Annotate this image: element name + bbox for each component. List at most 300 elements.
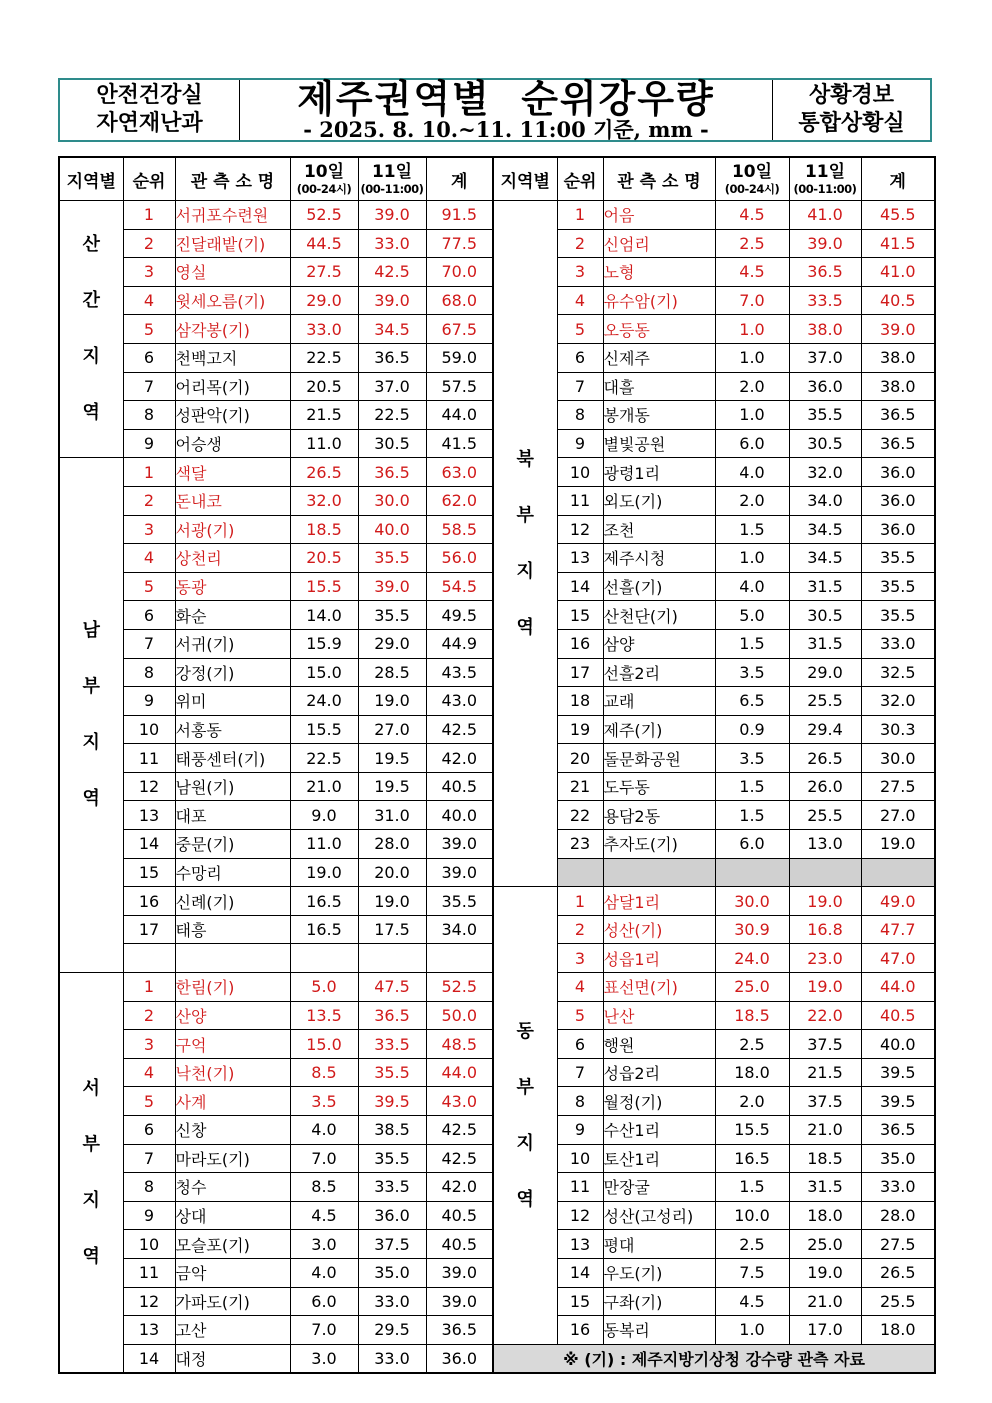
station-name: 만장굴 bbox=[603, 1173, 715, 1202]
rank-cell: 13 bbox=[123, 1316, 175, 1345]
table-row bbox=[493, 258, 935, 287]
day1-rainfall: 15.5 bbox=[290, 572, 358, 601]
table-row bbox=[59, 715, 493, 744]
day2-rainfall: 33.5 bbox=[358, 1173, 426, 1202]
day2-rainfall: 39.0 bbox=[358, 201, 426, 230]
day1-rainfall: 2.5 bbox=[715, 1030, 789, 1059]
rank-cell: 6 bbox=[123, 601, 175, 630]
day2-rainfall: 17.0 bbox=[789, 1316, 861, 1345]
day1-rainfall: 1.5 bbox=[715, 1173, 789, 1202]
day2-rainfall: 33.0 bbox=[358, 229, 426, 258]
total-rainfall: 42.0 bbox=[426, 744, 493, 773]
station-name: 모슬포(기) bbox=[175, 1230, 290, 1259]
total-rainfall: 43.5 bbox=[426, 658, 493, 687]
station-name: 위미 bbox=[175, 687, 290, 716]
empty-row bbox=[493, 858, 935, 887]
region-label bbox=[493, 201, 557, 887]
rank-cell: 5 bbox=[123, 315, 175, 344]
day2-rainfall: 31.5 bbox=[789, 629, 861, 658]
rank-cell: 2 bbox=[557, 915, 603, 944]
day2-rainfall: 35.5 bbox=[358, 601, 426, 630]
table-row bbox=[59, 801, 493, 830]
day1-rainfall: 7.0 bbox=[290, 1316, 358, 1345]
rank-cell: 4 bbox=[557, 286, 603, 315]
station-name: 윗세오름(기) bbox=[175, 286, 290, 315]
page-subtitle: - 2025. 8. 10.~11. 11:00 기준, mm - bbox=[303, 117, 709, 142]
table-row bbox=[493, 915, 935, 944]
total-rainfall: 30.3 bbox=[861, 715, 935, 744]
day2-rainfall: 30.0 bbox=[358, 486, 426, 515]
footnote: ※ (기) : 제주지방기상청 강수량 관측 자료 bbox=[493, 1344, 935, 1373]
day1-rainfall: 2.0 bbox=[715, 372, 789, 401]
left-rainfall-table bbox=[58, 156, 494, 1374]
total-rainfall: 70.0 bbox=[426, 258, 493, 287]
table-row bbox=[493, 1030, 935, 1059]
total-rainfall: 35.0 bbox=[861, 1144, 935, 1173]
day1-rainfall: 6.0 bbox=[290, 1287, 358, 1316]
rank-cell: 10 bbox=[557, 458, 603, 487]
day1-rainfall: 21.0 bbox=[290, 772, 358, 801]
rank-cell: 4 bbox=[557, 973, 603, 1002]
rank-cell: 7 bbox=[123, 629, 175, 658]
rank-cell: 21 bbox=[557, 772, 603, 801]
table-row bbox=[59, 458, 493, 487]
total-rainfall: 40.0 bbox=[426, 801, 493, 830]
day1-rainfall: 6.5 bbox=[715, 687, 789, 716]
day1-rainfall: 15.5 bbox=[715, 1116, 789, 1145]
total-rainfall: 39.5 bbox=[861, 1058, 935, 1087]
rainfall-tables bbox=[58, 156, 934, 1382]
day1-rainfall: 7.5 bbox=[715, 1258, 789, 1287]
rank-cell: 10 bbox=[123, 715, 175, 744]
table-row bbox=[493, 1316, 935, 1345]
total-rainfall: 47.7 bbox=[861, 915, 935, 944]
total-rainfall: 57.5 bbox=[426, 372, 493, 401]
empty-row bbox=[59, 944, 493, 973]
station-name: 서광(기) bbox=[175, 515, 290, 544]
day1-rainfall: 19.0 bbox=[290, 858, 358, 887]
rank-cell: 3 bbox=[123, 515, 175, 544]
rank-cell: 3 bbox=[557, 944, 603, 973]
table-row bbox=[59, 601, 493, 630]
total-rainfall: 40.5 bbox=[426, 1230, 493, 1259]
station-name: 우도(기) bbox=[603, 1258, 715, 1287]
region-char: 지 bbox=[516, 560, 534, 582]
station-name: 산양 bbox=[175, 1001, 290, 1030]
day2-rainfall: 33.0 bbox=[358, 1287, 426, 1316]
rank-cell: 23 bbox=[557, 830, 603, 859]
day1-rainfall: 30.0 bbox=[715, 887, 789, 916]
rank-cell: 22 bbox=[557, 801, 603, 830]
station-name: 사계 bbox=[175, 1087, 290, 1116]
table-row bbox=[59, 1230, 493, 1259]
total-rainfall: 32.0 bbox=[861, 687, 935, 716]
station-name: 중문(기) bbox=[175, 830, 290, 859]
rank-cell: 13 bbox=[557, 544, 603, 573]
rank-cell: 8 bbox=[123, 1173, 175, 1202]
day1-rainfall: 1.0 bbox=[715, 1316, 789, 1345]
day1-rainfall: 1.0 bbox=[715, 401, 789, 430]
total-rainfall: 68.0 bbox=[426, 286, 493, 315]
rank-cell: 2 bbox=[557, 229, 603, 258]
day2-rainfall: 36.5 bbox=[358, 458, 426, 487]
rank-cell: 8 bbox=[557, 1087, 603, 1116]
day1-rainfall: 3.0 bbox=[290, 1230, 358, 1259]
total-rainfall: 40.5 bbox=[861, 1001, 935, 1030]
col-day1: 10일 (00-24시) bbox=[290, 157, 358, 201]
total-rainfall: 27.0 bbox=[861, 801, 935, 830]
day2-rainfall: 35.5 bbox=[358, 1058, 426, 1087]
total-rainfall: 50.0 bbox=[426, 1001, 493, 1030]
rank-cell: 11 bbox=[557, 486, 603, 515]
station-name: 마라도(기) bbox=[175, 1144, 290, 1173]
table-row bbox=[493, 772, 935, 801]
table-row bbox=[493, 201, 935, 230]
table-row bbox=[59, 915, 493, 944]
day1-rainfall: 1.0 bbox=[715, 544, 789, 573]
day2-rainfall: 29.0 bbox=[789, 658, 861, 687]
day2-rainfall: 29.5 bbox=[358, 1316, 426, 1345]
table-row bbox=[59, 429, 493, 458]
day2-rainfall: 21.0 bbox=[789, 1116, 861, 1145]
table-row bbox=[493, 401, 935, 430]
day2-rainfall: 22.5 bbox=[358, 401, 426, 430]
day1-rainfall: 21.5 bbox=[290, 401, 358, 430]
table-row bbox=[59, 1144, 493, 1173]
rank-cell: 14 bbox=[557, 572, 603, 601]
day2-rainfall: 30.5 bbox=[789, 601, 861, 630]
table-row bbox=[493, 1230, 935, 1259]
total-rainfall: 58.5 bbox=[426, 515, 493, 544]
table-row bbox=[493, 658, 935, 687]
total-rainfall: 36.5 bbox=[861, 1116, 935, 1145]
station-name: 용담2동 bbox=[603, 801, 715, 830]
day2-rainfall: 26.0 bbox=[789, 772, 861, 801]
station-name: 돌문화공원 bbox=[603, 744, 715, 773]
day2-rainfall: 47.5 bbox=[358, 973, 426, 1002]
station-name: 금악 bbox=[175, 1258, 290, 1287]
region-char: 부 bbox=[82, 676, 100, 698]
total-rainfall: 44.0 bbox=[861, 973, 935, 1002]
day1-rainfall: 1.5 bbox=[715, 515, 789, 544]
rank-cell: 19 bbox=[557, 715, 603, 744]
table-row bbox=[493, 315, 935, 344]
rank-cell: 6 bbox=[123, 1116, 175, 1145]
station-name: 교래 bbox=[603, 687, 715, 716]
day2-rainfall: 35.0 bbox=[358, 1258, 426, 1287]
rank-cell: 5 bbox=[557, 1001, 603, 1030]
rank-cell: 2 bbox=[123, 486, 175, 515]
total-rainfall: 27.5 bbox=[861, 772, 935, 801]
day2-rainfall: 26.5 bbox=[789, 744, 861, 773]
table-row bbox=[493, 1001, 935, 1030]
day1-rainfall: 20.5 bbox=[290, 544, 358, 573]
total-rainfall: 39.0 bbox=[426, 1287, 493, 1316]
day1-rainfall: 32.0 bbox=[290, 486, 358, 515]
total-rainfall: 39.0 bbox=[426, 1258, 493, 1287]
day2-rainfall: 34.0 bbox=[789, 486, 861, 515]
day2-rainfall: 19.0 bbox=[789, 973, 861, 1002]
station-name: 추자도(기) bbox=[603, 830, 715, 859]
region-char: 지 bbox=[516, 1132, 534, 1154]
rank-cell: 5 bbox=[557, 315, 603, 344]
day2-rainfall: 19.5 bbox=[358, 744, 426, 773]
table-row bbox=[493, 629, 935, 658]
table-row bbox=[493, 1287, 935, 1316]
table-row bbox=[493, 1087, 935, 1116]
total-rainfall: 36.5 bbox=[426, 1316, 493, 1345]
day1-rainfall: 44.5 bbox=[290, 229, 358, 258]
rank-cell: 13 bbox=[123, 801, 175, 830]
table-row bbox=[493, 1258, 935, 1287]
station-name: 외도(기) bbox=[603, 486, 715, 515]
rank-cell: 1 bbox=[123, 458, 175, 487]
day1-rainfall: 29.0 bbox=[290, 286, 358, 315]
day1-rainfall: 15.5 bbox=[290, 715, 358, 744]
day2-rainfall: 36.5 bbox=[789, 258, 861, 287]
table-row bbox=[59, 515, 493, 544]
day1-rainfall: 5.0 bbox=[715, 601, 789, 630]
table-row bbox=[493, 1201, 935, 1230]
rank-cell: 14 bbox=[557, 1258, 603, 1287]
station-name: 낙천(기) bbox=[175, 1058, 290, 1087]
day1-rainfall: 24.0 bbox=[290, 687, 358, 716]
rank-cell: 15 bbox=[557, 1287, 603, 1316]
rank-cell: 15 bbox=[557, 601, 603, 630]
station-name: 도두동 bbox=[603, 772, 715, 801]
title-block bbox=[240, 77, 772, 142]
total-rainfall: 26.5 bbox=[861, 1258, 935, 1287]
total-rainfall: 49.0 bbox=[861, 887, 935, 916]
day1-rainfall: 22.5 bbox=[290, 343, 358, 372]
station-name: 신엄리 bbox=[603, 229, 715, 258]
day2-rainfall: 35.5 bbox=[789, 401, 861, 430]
empty-cell bbox=[603, 858, 715, 887]
table-row bbox=[59, 486, 493, 515]
total-rainfall: 39.0 bbox=[861, 315, 935, 344]
total-rainfall: 42.5 bbox=[426, 715, 493, 744]
day2-rainfall: 19.0 bbox=[358, 687, 426, 716]
day1-rainfall: 13.5 bbox=[290, 1001, 358, 1030]
rank-cell: 13 bbox=[557, 1230, 603, 1259]
station-name: 성읍2리 bbox=[603, 1058, 715, 1087]
station-name: 유수암(기) bbox=[603, 286, 715, 315]
station-name: 선흘(기) bbox=[603, 572, 715, 601]
region-char: 동 bbox=[516, 1020, 534, 1042]
rank-cell: 12 bbox=[123, 1287, 175, 1316]
day1-rainfall: 11.0 bbox=[290, 830, 358, 859]
station-name: 대정 bbox=[175, 1344, 290, 1373]
day1-rainfall: 27.5 bbox=[290, 258, 358, 287]
rank-cell: 11 bbox=[123, 1258, 175, 1287]
station-name: 상천리 bbox=[175, 544, 290, 573]
station-name: 성읍1리 bbox=[603, 944, 715, 973]
region-label bbox=[59, 973, 123, 1374]
station-name: 구억 bbox=[175, 1030, 290, 1059]
day2-rainfall: 35.5 bbox=[358, 544, 426, 573]
day1-rainfall: 16.5 bbox=[290, 887, 358, 916]
rank-cell: 3 bbox=[557, 258, 603, 287]
total-rainfall: 42.0 bbox=[426, 1173, 493, 1202]
table-row bbox=[493, 486, 935, 515]
rank-cell: 6 bbox=[123, 343, 175, 372]
station-name: 진달래밭(기) bbox=[175, 229, 290, 258]
station-name: 토산1리 bbox=[603, 1144, 715, 1173]
table-row bbox=[59, 258, 493, 287]
day2-rainfall: 19.0 bbox=[789, 1258, 861, 1287]
day2-rainfall: 37.5 bbox=[789, 1087, 861, 1116]
day1-rainfall: 9.0 bbox=[290, 801, 358, 830]
table-row bbox=[493, 229, 935, 258]
total-rainfall: 44.0 bbox=[426, 401, 493, 430]
station-name: 난산 bbox=[603, 1001, 715, 1030]
station-name: 수산1리 bbox=[603, 1116, 715, 1145]
rank-cell: 7 bbox=[557, 372, 603, 401]
day1-rainfall: 6.0 bbox=[715, 830, 789, 859]
station-name: 한림(기) bbox=[175, 973, 290, 1002]
table-row bbox=[493, 715, 935, 744]
day2-rainfall: 37.5 bbox=[358, 1230, 426, 1259]
day1-rainfall: 15.9 bbox=[290, 629, 358, 658]
day2-rainfall: 33.0 bbox=[358, 1344, 426, 1373]
table-row bbox=[493, 429, 935, 458]
station-name: 선흘2리 bbox=[603, 658, 715, 687]
day1-rainfall: 30.9 bbox=[715, 915, 789, 944]
station-name: 고산 bbox=[175, 1316, 290, 1345]
station-name: 수망리 bbox=[175, 858, 290, 887]
total-rainfall: 41.5 bbox=[861, 229, 935, 258]
day2-rainfall: 36.5 bbox=[358, 1001, 426, 1030]
day2-rainfall: 42.5 bbox=[358, 258, 426, 287]
total-rainfall: 43.0 bbox=[426, 1087, 493, 1116]
day2-rainfall: 19.5 bbox=[358, 772, 426, 801]
table-row bbox=[59, 1116, 493, 1145]
day2-rainfall: 25.5 bbox=[789, 687, 861, 716]
table-row bbox=[493, 458, 935, 487]
day1-rainfall: 1.0 bbox=[715, 343, 789, 372]
total-rainfall: 18.0 bbox=[861, 1316, 935, 1345]
total-rainfall: 28.0 bbox=[861, 1201, 935, 1230]
total-rainfall: 30.0 bbox=[861, 744, 935, 773]
day2-rainfall: 19.0 bbox=[358, 887, 426, 916]
station-name: 어음 bbox=[603, 201, 715, 230]
table-row bbox=[59, 1058, 493, 1087]
station-name: 색달 bbox=[175, 458, 290, 487]
rank-cell: 15 bbox=[123, 858, 175, 887]
day1-rainfall: 8.5 bbox=[290, 1173, 358, 1202]
rank-cell: 12 bbox=[123, 772, 175, 801]
total-rainfall: 25.5 bbox=[861, 1287, 935, 1316]
rank-cell: 12 bbox=[557, 1201, 603, 1230]
region-char: 서 bbox=[82, 1077, 100, 1099]
station-name: 광령1리 bbox=[603, 458, 715, 487]
table-row bbox=[59, 1087, 493, 1116]
day1-rainfall: 18.5 bbox=[715, 1001, 789, 1030]
station-name: 어리목(기) bbox=[175, 372, 290, 401]
day1-rainfall: 2.5 bbox=[715, 1230, 789, 1259]
day2-rainfall: 33.5 bbox=[789, 286, 861, 315]
region-char: 간 bbox=[82, 290, 100, 312]
total-rainfall: 39.0 bbox=[426, 830, 493, 859]
day2-rainfall: 22.0 bbox=[789, 1001, 861, 1030]
day2-rainfall: 25.0 bbox=[789, 1230, 861, 1259]
table-row bbox=[493, 572, 935, 601]
day2-rainfall: 29.4 bbox=[789, 715, 861, 744]
day2-rainfall: 39.0 bbox=[358, 286, 426, 315]
rank-cell: 8 bbox=[123, 658, 175, 687]
rank-cell: 9 bbox=[123, 1201, 175, 1230]
table-row bbox=[493, 830, 935, 859]
table-row bbox=[59, 286, 493, 315]
table-row bbox=[493, 343, 935, 372]
day1-rainfall: 6.0 bbox=[715, 429, 789, 458]
day1-rainfall: 0.9 bbox=[715, 715, 789, 744]
total-rainfall: 36.0 bbox=[861, 515, 935, 544]
table-row bbox=[59, 544, 493, 573]
station-name: 청수 bbox=[175, 1173, 290, 1202]
rank-cell: 10 bbox=[123, 1230, 175, 1259]
office-label bbox=[772, 80, 930, 140]
footnote-row bbox=[493, 1344, 935, 1373]
day1-rainfall: 16.5 bbox=[290, 915, 358, 944]
col-region: 지역별 bbox=[59, 157, 123, 201]
table-row bbox=[493, 1058, 935, 1087]
total-rainfall: 47.0 bbox=[861, 944, 935, 973]
table-row bbox=[59, 744, 493, 773]
total-rainfall: 36.0 bbox=[861, 458, 935, 487]
right-rainfall-table bbox=[492, 156, 936, 1374]
day1-rainfall: 3.0 bbox=[290, 1344, 358, 1373]
total-rainfall: 62.0 bbox=[426, 486, 493, 515]
day2-rainfall: 31.5 bbox=[789, 572, 861, 601]
rank-cell: 9 bbox=[123, 429, 175, 458]
table-row bbox=[59, 1287, 493, 1316]
table-row bbox=[59, 201, 493, 230]
day2-rainfall: 38.0 bbox=[789, 315, 861, 344]
day1-rainfall: 2.0 bbox=[715, 486, 789, 515]
rank-cell: 4 bbox=[123, 286, 175, 315]
total-rainfall: 49.5 bbox=[426, 601, 493, 630]
day2-rainfall: 36.0 bbox=[789, 372, 861, 401]
day2-rainfall: 21.0 bbox=[789, 1287, 861, 1316]
region-char: 산 bbox=[82, 234, 100, 256]
day1-rainfall: 18.0 bbox=[715, 1058, 789, 1087]
table-row bbox=[59, 858, 493, 887]
station-name: 산천단(기) bbox=[603, 601, 715, 630]
region-char: 부 bbox=[516, 504, 534, 526]
total-rainfall: 39.5 bbox=[861, 1087, 935, 1116]
rank-cell: 1 bbox=[123, 973, 175, 1002]
total-rainfall: 38.0 bbox=[861, 343, 935, 372]
day2-rainfall: 40.0 bbox=[358, 515, 426, 544]
station-name: 화순 bbox=[175, 601, 290, 630]
station-name: 오등동 bbox=[603, 315, 715, 344]
station-name: 봉개동 bbox=[603, 401, 715, 430]
empty-cell bbox=[557, 858, 603, 887]
total-rainfall: 42.5 bbox=[426, 1116, 493, 1145]
day1-rainfall: 18.5 bbox=[290, 515, 358, 544]
table-row bbox=[59, 658, 493, 687]
region-label bbox=[59, 201, 123, 458]
table-row bbox=[59, 229, 493, 258]
station-name: 성산(기) bbox=[603, 915, 715, 944]
table-header-row bbox=[59, 157, 493, 201]
office-line1: 상황경보 bbox=[808, 83, 894, 108]
table-row bbox=[493, 544, 935, 573]
total-rainfall: 77.5 bbox=[426, 229, 493, 258]
day1-rainfall: 10.0 bbox=[715, 1201, 789, 1230]
day1-rainfall: 26.5 bbox=[290, 458, 358, 487]
